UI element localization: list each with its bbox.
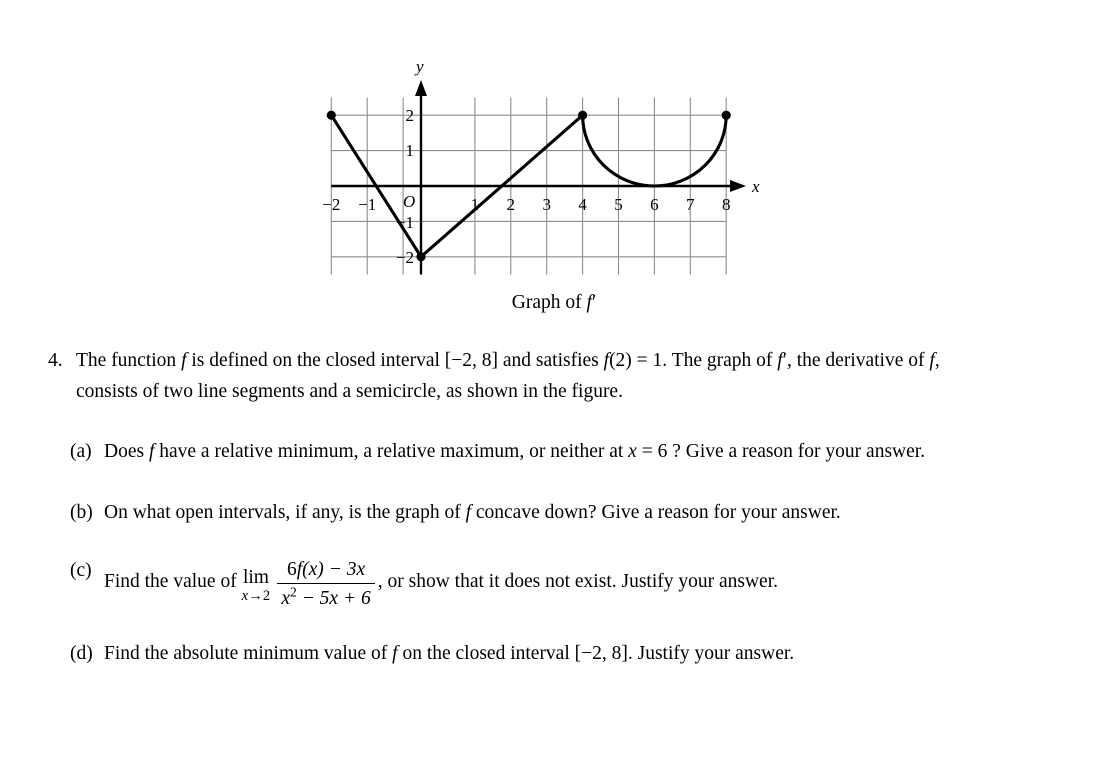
part-d-text-2: on the closed interval [ [397,643,582,664]
part-a-f: f [148,441,155,462]
svg-text:3: 3 [542,195,551,214]
part-d-label: (d) [70,643,93,664]
limit-operator [242,568,271,604]
stem-f-1: f [181,350,187,371]
problem-part-c [0,556,1040,609]
stem-text-3: ] and satisfies [491,350,604,371]
stem-text-6: of [908,350,930,371]
stem-prime: ′ [782,350,787,371]
svg-text:8: 8 [721,195,731,214]
part-d-text-3: ]. Justify your answer. [621,643,795,664]
numerator-rest: (x) − 3x [302,559,366,580]
part-d-text-1: Find the absolute minimum value of [104,643,393,664]
problem-part-d [0,639,1040,670]
part-c-text-1: Find the value of [104,570,237,592]
part-c-text-2: , or show that it does not exist. Justify your answer. [377,570,779,592]
figure-caption-function: f [586,292,592,313]
part-a-label: (a) [70,441,92,462]
origin-label: O [403,192,416,211]
problem-stem [0,346,1005,407]
svg-text:6: 6 [650,195,659,214]
stem-text-7: , consists of two line segments and a semicircle, as shown in the figure. [76,350,940,402]
stem-f-3: f [777,350,783,371]
svg-text:−2: −2 [395,248,414,267]
y-axis-label: y [416,57,424,76]
stem-interval: −2, 8 [451,350,492,371]
numerator-coefficient: 6 [286,559,297,580]
figure-graph-of-f-prime [0,0,1108,313]
limit-fraction [277,558,374,611]
limit-sub-arrow: →2 [248,588,271,604]
limit-expression [242,555,378,608]
svg-text:−1: −1 [395,213,414,232]
limit-sub-var: x [241,588,249,604]
stem-text-5: , the derivative [786,350,904,371]
fraction-numerator [277,558,374,583]
part-d-f: f [392,643,398,664]
part-b-text-2: concave down? Give a reason for your answer. [470,501,841,523]
stem-text-2: is defined on the closed interval [ [186,350,452,371]
limit-word: lim [242,566,269,588]
part-b-text-1: On what open intervals, if any, is the graph of [104,501,466,523]
part-a-var-x: x [628,441,637,462]
problem-number: 4. [48,350,63,371]
stem-text-4: (2) = 1. The graph of [609,350,778,371]
derivative-graph-svg [300,50,770,285]
stem-f-2: f [603,350,610,371]
part-c-label: (c) [70,560,92,581]
stem-f-4: f [929,350,935,371]
denominator-exponent: 2 [290,584,297,600]
figure-caption [0,291,1108,315]
limit-subscript [242,589,271,604]
fraction-denominator [277,583,374,611]
problem-part-b [0,498,1040,529]
svg-text:4: 4 [578,195,587,214]
part-d-interval: −2, 8 [581,643,622,664]
x-axis-label: x [752,177,760,196]
svg-text:1: 1 [405,141,414,160]
problem-body [0,346,1108,670]
denominator-var: x [281,588,291,609]
problem-part-a [0,437,1040,468]
x-axis [331,180,746,192]
numerator-f: f [296,559,303,580]
y-axis [415,80,427,275]
svg-text:5: 5 [614,195,623,214]
svg-text:2: 2 [405,106,414,125]
denominator-rest: − 5x + 6 [296,588,371,609]
svg-text:−1: −1 [358,195,377,214]
svg-text:1: 1 [470,195,480,214]
part-b-label: (b) [70,501,93,523]
part-b-f: f [465,501,471,523]
part-a-text-2: have a relative minimum, a relative maximum, or neither at [154,441,629,462]
part-a-text-3: = 6 ? Give a reason for your [636,441,862,462]
figure-caption-prime: ′ [591,292,597,313]
part-a-text-4: answer. [866,441,926,462]
svg-text:7: 7 [686,195,695,214]
part-a-text-1: Does [104,441,149,462]
svg-text:2: 2 [506,195,516,214]
stem-text-1: The function [76,350,182,371]
svg-text:−2: −2 [322,195,341,214]
figure-caption-prefix: Graph of [511,292,587,313]
